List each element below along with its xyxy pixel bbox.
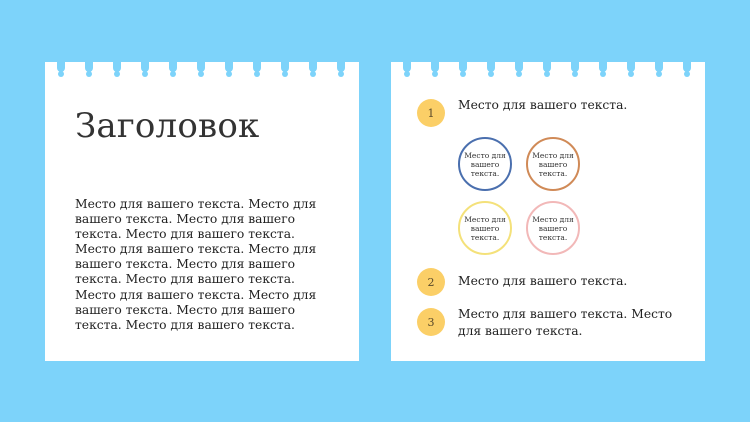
circle-text: Место для вашего текста. (532, 150, 574, 178)
circle-text: Место для вашего текста. (464, 214, 506, 242)
circle-text: Место для вашего текста. (532, 214, 574, 242)
right-card-binding-holes (391, 62, 705, 80)
left-card-binding-holes (45, 62, 359, 80)
right-note-card (391, 62, 705, 361)
item-text-2[interactable]: Место для вашего текста. (458, 274, 628, 288)
left-note-card (45, 62, 359, 361)
number-badge-1: 1 (417, 99, 445, 127)
circle-yellow[interactable] (458, 201, 512, 255)
slide-title[interactable]: Заголовок (75, 106, 260, 146)
circle-blue[interactable] (458, 137, 512, 191)
body-text-placeholder[interactable]: Место для вашего текста. Место для вашего текста. Место для вашего текста. Место для вашего текста. Место для вашего текста. Место для вашего текста. Место для вашего текста. Место для вашего текста. Место для вашего текста. Место для вашего текста. Место для вашего текста. Место для вашего текста. (75, 197, 317, 332)
item-text-3[interactable]: Место для вашего текста. Место для вашего текста. (458, 307, 673, 338)
item-text-1[interactable]: Место для вашего текста. (458, 98, 628, 112)
circle-text: Место для вашего текста. (464, 150, 506, 178)
circle-orange[interactable] (526, 137, 580, 191)
number-badge-2: 2 (417, 268, 445, 296)
circle-pink[interactable] (526, 201, 580, 255)
number-badge-3: 3 (417, 308, 445, 336)
